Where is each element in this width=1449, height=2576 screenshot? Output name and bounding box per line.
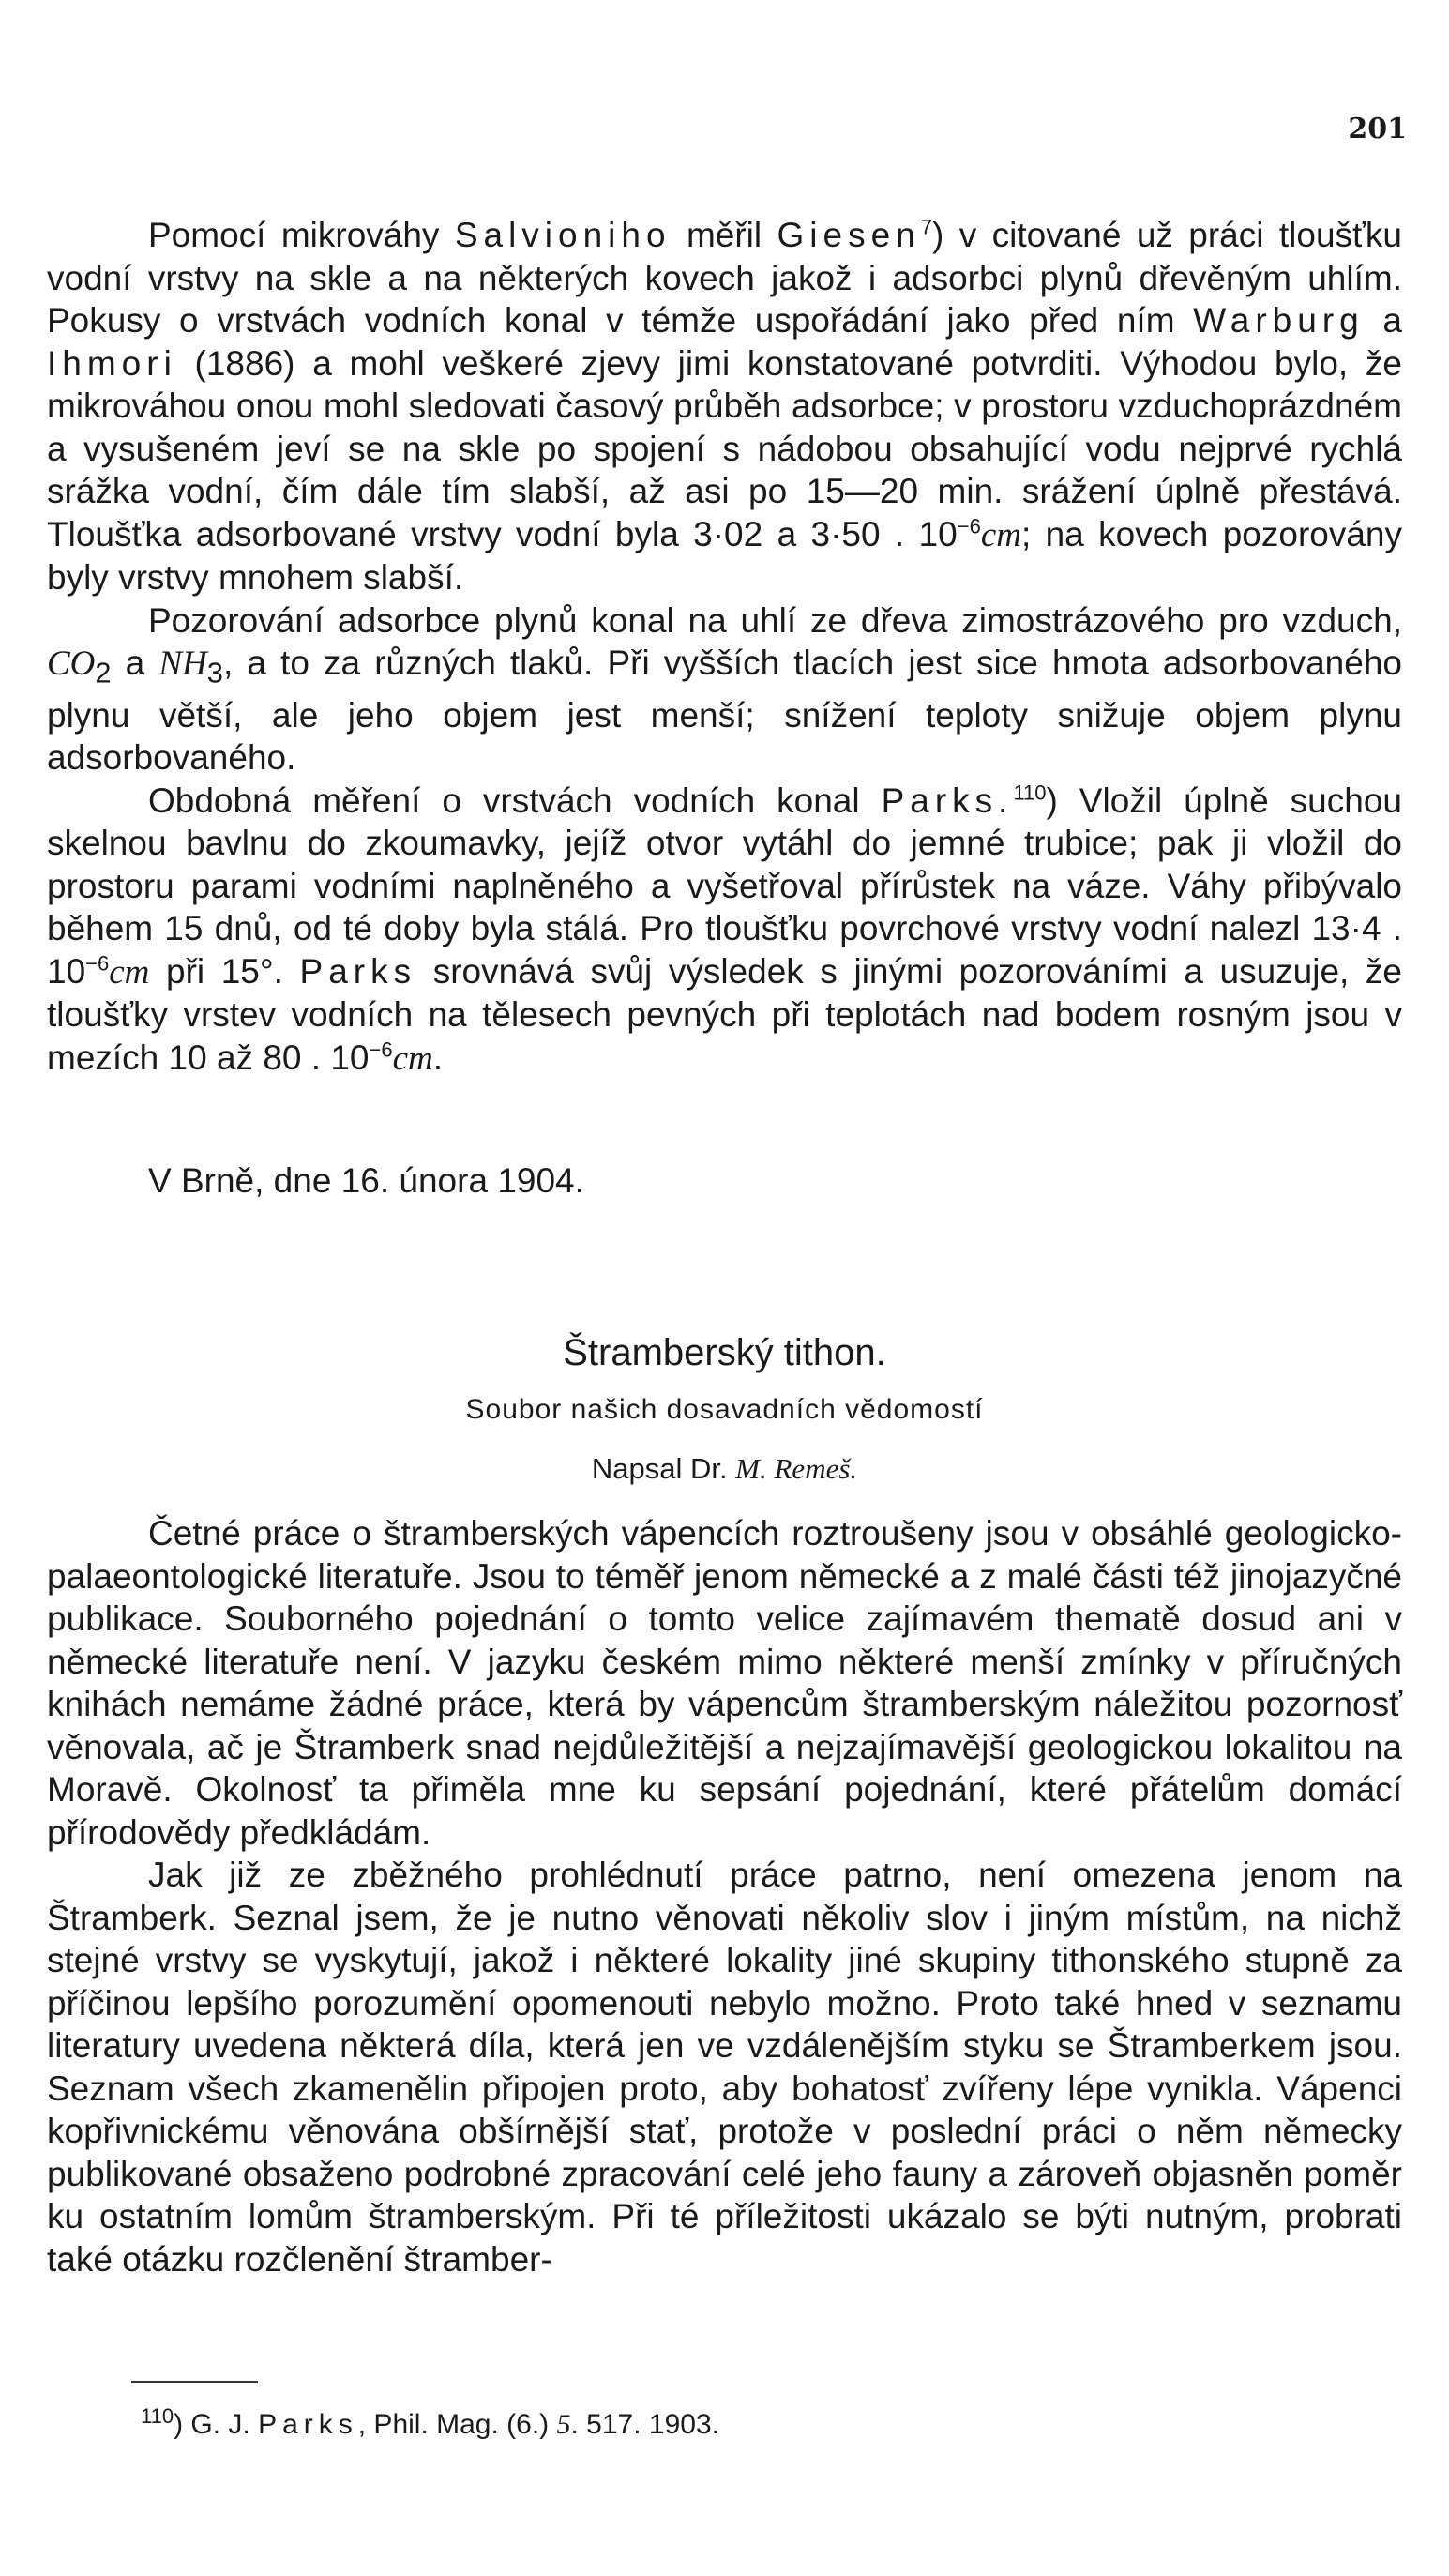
paragraph: Pomocí mikrováhy Salvioniho měřil Giesen$^7$) v citované už práci tloušťku vodní vrstvy na skle a na některých kovech jakož i adsorbci plynů dřevěným uhlím. Pokusy o vrstvách vodních konal v témže uspořádání jako před ním Warburg a Ihmori (1886) a mohl veškeré zjevy jimi konstatované potvrditi. Výhodou bylo, že mikrováhou onou mohl sledovati časový průběh adsorbce; v prostoru vzduchoprázdném a vysušeném jeví se na skle po spojení s nádobou obsahující vodu nejprvé rychlá srážka vodní, čím dále tím slabší, až asi po 15—20 min. srážení úplně přestává. Tloušťka adsorbované vrstvy vodní byla 3·02 a 3·50 . $10^{-6}cm$; na kovech pozorovány byly vrstvy mnohem slabší.: [47, 215, 1403, 597]
paragraph: Pozorování adsorbce plynů konal na uhlí ze dřeva zimostrázového pro vzduch, $CO_2$ a $NH_3$, a to za různých tlaků. Při vyšších tlacích jest sice hmota adsorbovaného plynu větší, ale jeho objem jest menší; snížení teploty snižuje objem plynu adsorbovaného.: [47, 600, 1402, 778]
author-name: Giesen: [777, 216, 921, 254]
footnote-ref: 7: [920, 215, 932, 239]
footnote-ref: 110: [1013, 780, 1047, 805]
paragraph: Obdobná měření o vrstvách vodních konal Parks.$^{110}$) Vložil úplně suchou skelnou bavlnu do zkoumavky, jejíž otvor vytáhl do jemné trubice; pak ji vložil do prostoru parami vodními naplněného a vyšetřoval přírůstek na váze. Váhy přibývalo během 15 dnů, od té doby byla stálá. Pro tloušťku povrchové vrstvy vodní nalezl 13·4 . $10^{-6}cm$ při 15°. Parks srovnává svůj výsledek s jinými pozorováními a usuzuje, že tloušťky vrstev vodních na tělesech pevných při teplotách nad bodem rosným jsou v mezích 10 až 80 . $10^{-6}cm$.: [47, 780, 1402, 1078]
author-name: Salvioniho: [454, 216, 672, 254]
author-name: Ihmori: [47, 343, 177, 383]
article-title: Štramberský tithon.: [563, 1332, 886, 1373]
article-author: Napsal Dr. M. Remeš.: [591, 1452, 858, 1485]
dateline: V Brně, dne 16. února 1904.: [148, 1161, 584, 1200]
paragraph: Četné práce o štramberských vápencích roztroušeny jsou v obsáhlé geologicko-palaeontologické literatuře. Jsou to téměř jenom německé a z malé části též jinojazyčné publikace. Souborného pojednání o tomto velice zajímavém thematě dosud ani v německé literatuře není. V jazyku českém mimo některé menší zmínky v příručných knihách nemáme žádné práce, která by vápencům štramberským náležitou pozornosť věnovala, ač je Štramberk snad nejdůležitější a nejzajímavější geologickou lokalitou na Moravě. Okolnosť ta přiměla mne ku sepsání pojednání, které přátelům domácí přírodovědy předkládám.: [47, 1514, 1402, 1852]
footnote: $^{110}$) G. J. Parks, Phil. Mag. (6.) 5. 517. 1903.: [141, 2404, 719, 2440]
footnote-divider: [131, 2381, 258, 2383]
section-text: [47, 214, 1402, 1080]
paragraph: Jak již ze zběžného prohlédnutí práce patrno, není omezena jenom na Štramberk. Seznal jsem, že je nutno věnovati několiv slov i jiným místům, na nichž stejné vrstvy se vyskytují, jakož i některé lokality jiné skupiny tithonského stupně za příčinou lepšího porozumění opomenouti nebylo možno. Proto také hned v seznamu literatury uvedena některá díla, která jen ve vzdálenějším styku se Štramberkem jsou. Seznam všech zkamenělin připojen proto, aby bohatosť zvířeny lépe vynikla. Vápenci kopřivnickému věnována obšírnější stať, protože v poslední práci o něm německy publikované obsaženo podrobné zpracování celé jeho fauny a zároveň objasněn poměr ku ostatním lomům štramberským. Při té příležitosti ukázalo se býti nutným, probrati také otázku rozčlenění štramber-: [47, 1856, 1402, 2279]
article-body: [47, 1512, 1402, 2281]
article-subtitle: Soubor našich dosavadních vědomostí: [465, 1394, 984, 1425]
author-name: Parks.: [881, 780, 1014, 820]
author-name: Parks: [299, 951, 417, 991]
author-name: Warburg: [1193, 301, 1365, 340]
author-name: Parks: [258, 2409, 358, 2440]
page-number: 201: [1348, 113, 1407, 145]
